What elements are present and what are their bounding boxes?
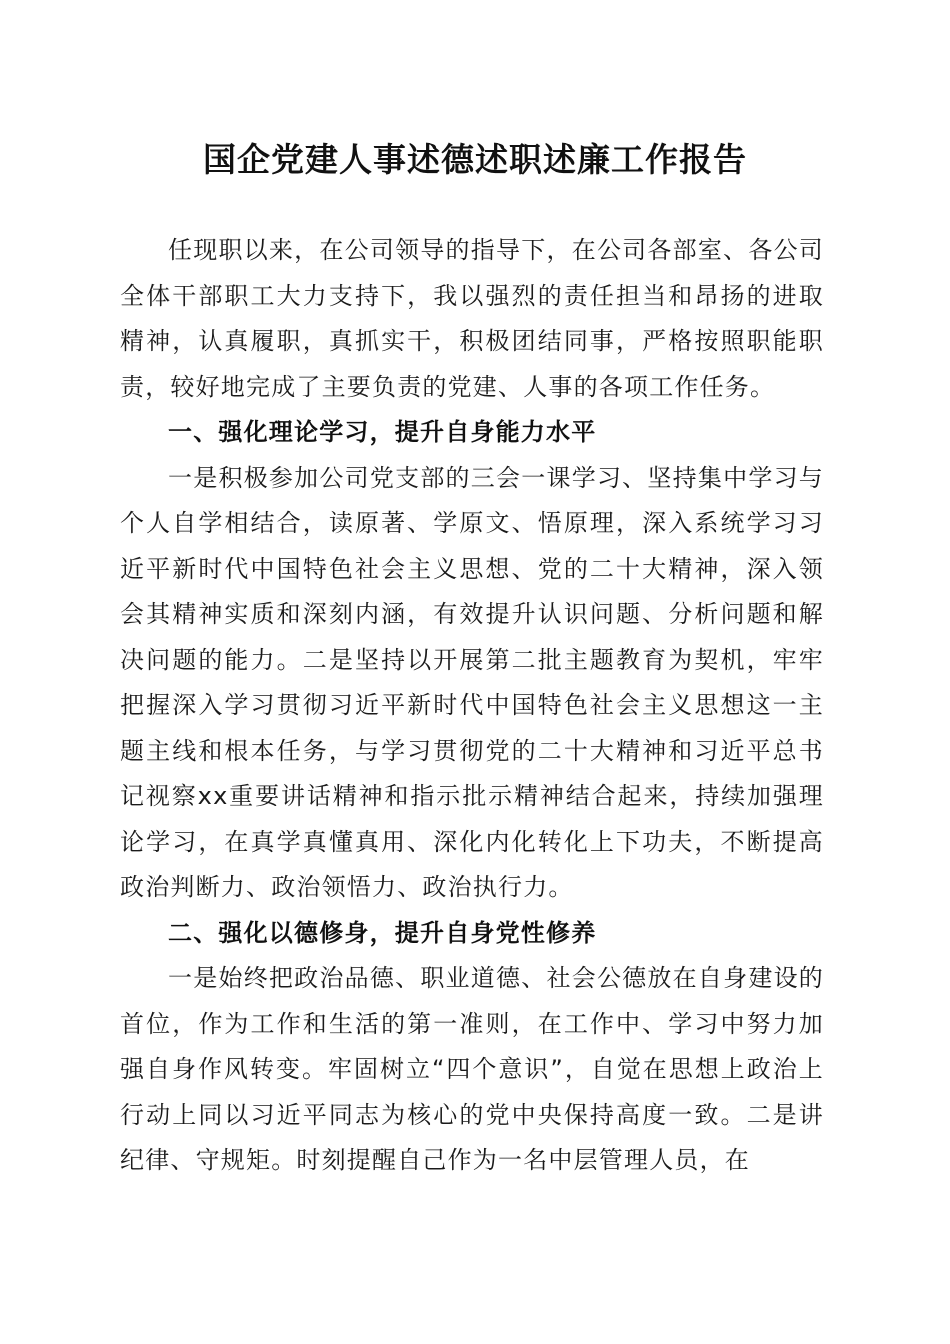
section-heading-2: 二、强化以德修身，提升自身党性修养 bbox=[168, 918, 597, 947]
section-heading-1: 一、强化理论学习，提升自身能力水平 bbox=[168, 418, 597, 446]
section-paragraph-1: 一是积极参加公司党支部的三会一课学习、坚持集中学习与个人自学相结合，读原著、学原文、悟原理，深入系统学习习近平新时代中国特色社会主义思想、党的二十大精神，深入领会其精神实质和深刻内涵，有效提升认识问题、分析问题和解决问题的能力。二是坚持以开展第二批主题教育为契机，牢牢把握深入学习贯彻习近平新时代中国特色社会主义思想这一主题主线和根本任务，与学习贯彻党的二十大精神和习近平总书记视察xx重要讲话精神和指示批示精神结合起来，持续加强理论学习，在真学真懂真用、深化内化转化上下功夫，不断提高政治判断力、政治领悟力、政治执行力。 bbox=[120, 463, 824, 901]
intro-paragraph: 任现职以来，在公司领导的指导下，在公司各部室、各公司全体干部职工大力支持下，我以强烈的责任担当和昂扬的进取精神，认真履职，真抓实干，积极团结同事，严格按照职能职责，较好地完成了主要负责的党建、人事的各项工作任务。 bbox=[120, 236, 824, 401]
document-title: 国企党建人事述德述职述廉工作报告 bbox=[203, 140, 747, 179]
section-paragraph-2: 一是始终把政治品德、职业道德、社会公德放在自身建设的首位，作为工作和生活的第一准则，在工作中、学习中努力加强自身作风转变。牢固树立“四个意识”，自觉在思想上政治上行动上同以习近平同志为核心的党中央保持高度一致。二是讲纪律、守规矩。时刻提醒自己作为一名中层管理人员，在 bbox=[120, 964, 824, 1174]
document-body bbox=[120, 228, 824, 1184]
